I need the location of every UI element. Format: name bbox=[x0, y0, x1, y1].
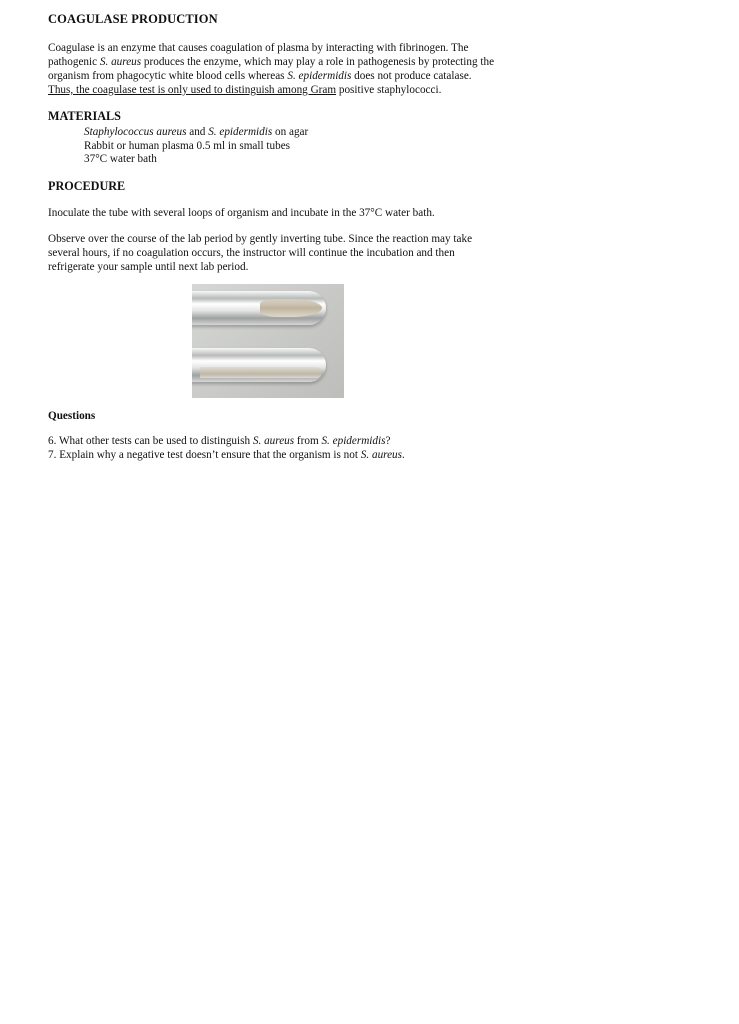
intro-text-2: produces the enzyme, which may play a role in pathogenesis by protecting the organism from phagocytic white blood cells whereas bbox=[48, 55, 495, 82]
q6-organism-epidermidis: S. epidermidis bbox=[321, 434, 386, 447]
liquid-plasma-shape bbox=[200, 367, 322, 378]
materials-list bbox=[84, 126, 498, 168]
materials-on-agar: on agar bbox=[272, 125, 309, 138]
coagulase-tubes-photo bbox=[192, 284, 344, 398]
intro-text-1: Coagulase is an enzyme that causes coagulation of plasma by interacting with fibrinogen. The pathogenic bbox=[48, 42, 469, 68]
materials-organism-epidermidis: S. epidermidis bbox=[208, 125, 273, 138]
question-6 bbox=[48, 435, 498, 449]
intro-organism-epidermidis: S. epidermidis bbox=[287, 69, 352, 82]
q7-organism-aureus: S. aureus bbox=[360, 448, 403, 461]
document-page bbox=[48, 12, 498, 463]
q7-text-2: . bbox=[402, 448, 405, 461]
clot-shape bbox=[260, 299, 322, 317]
materials-item-organisms bbox=[84, 126, 498, 140]
procedure-step-inoculate: Inoculate the tube with several loops of organism and incubate in the 37°C water bath. bbox=[48, 207, 435, 220]
materials-and: and bbox=[186, 125, 209, 138]
positive-tube-image bbox=[192, 291, 326, 325]
question-7 bbox=[48, 449, 498, 463]
materials-heading: MATERIALS bbox=[48, 108, 121, 123]
intro-text-3: does not produce catalase. bbox=[351, 69, 472, 82]
materials-item-plasma: Rabbit or human plasma 0.5 ml in small tubes bbox=[84, 139, 291, 152]
procedure-heading: PROCEDURE bbox=[48, 179, 126, 194]
page-title: COAGULASE PRODUCTION bbox=[48, 12, 218, 26]
questions-list bbox=[48, 435, 498, 463]
q6-text-3: ? bbox=[385, 434, 391, 447]
q6-text-1: 6. What other tests can be used to distinguish bbox=[48, 434, 253, 447]
intro-paragraph bbox=[48, 42, 498, 98]
intro-organism-aureus: S. aureus bbox=[99, 55, 142, 68]
materials-organism-aureus: Staphylococcus aureus bbox=[84, 125, 187, 138]
materials-item-water-bath: 37°C water bath bbox=[84, 153, 157, 166]
intro-underlined-statement: Thus, the coagulase test is only used to distinguish among Gram bbox=[48, 83, 337, 96]
negative-tube-image bbox=[192, 348, 326, 382]
q6-text-2: from bbox=[294, 434, 322, 447]
q6-organism-aureus: S. aureus bbox=[252, 434, 295, 447]
intro-text-4: positive staphylococci. bbox=[336, 83, 442, 96]
questions-heading: Questions bbox=[48, 409, 96, 422]
procedure-step-observe: Observe over the course of the lab period by gently inverting tube. Since the reaction may take several hours, if no coagulation occurs, the instructor will continue the incubation and then refrigerate your sample until next lab period. bbox=[48, 233, 473, 274]
q7-text-1: 7. Explain why a negative test doesn’t ensure that the organism is not bbox=[48, 448, 361, 461]
